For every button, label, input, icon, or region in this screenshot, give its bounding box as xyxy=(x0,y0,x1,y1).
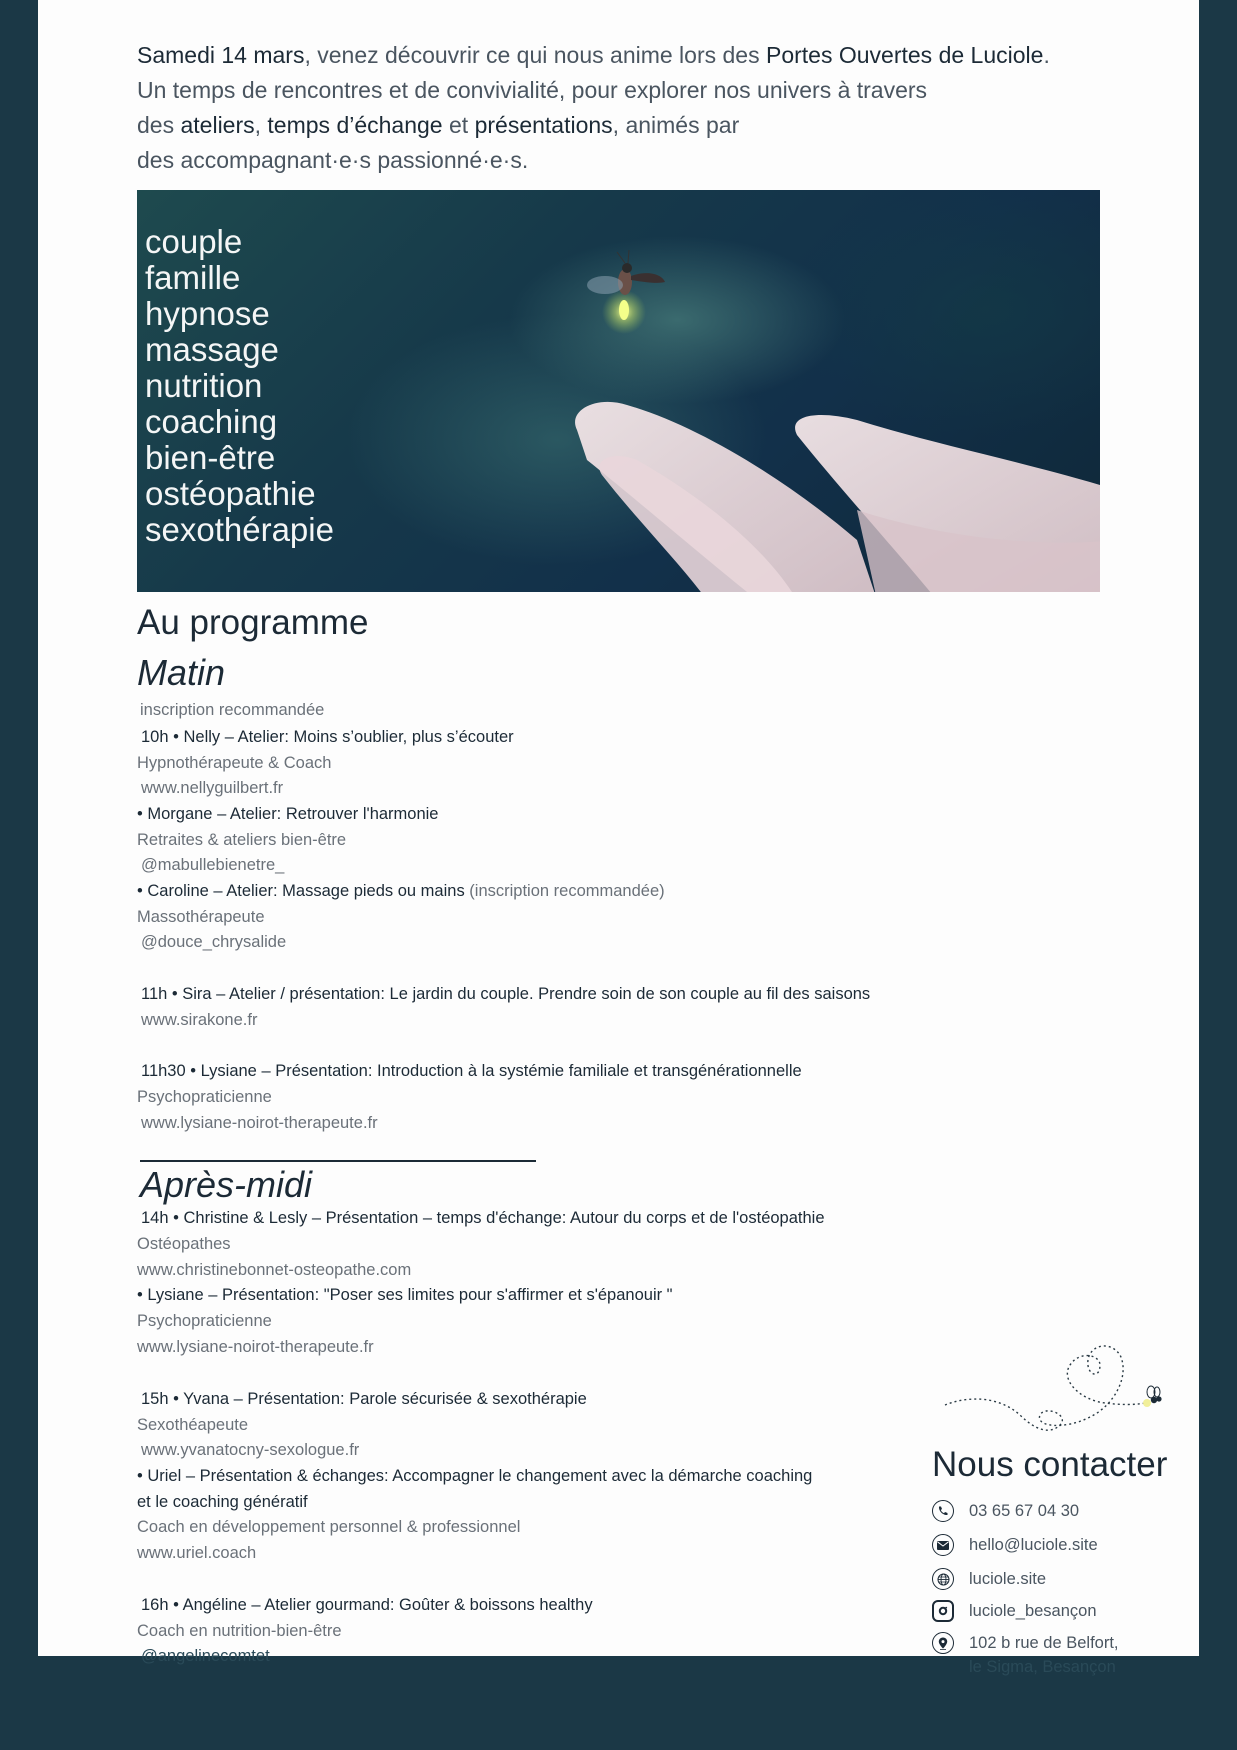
entry-role: Psychopraticienne xyxy=(137,1088,272,1106)
page-content xyxy=(137,0,1237,1750)
intro-line-2: Un temps de rencontres et de convivialité, pour explorer nos univers à travers xyxy=(137,77,928,103)
entry-title: • Lysiane – Présentation: "Poser ses limites pour s'affirmer et s'épanouir " xyxy=(137,1286,673,1304)
globe-icon xyxy=(932,1568,954,1590)
location-pin-icon xyxy=(932,1632,954,1654)
instagram-icon xyxy=(932,1600,954,1622)
event-date: Samedi 14 mars xyxy=(137,42,305,68)
phone-icon xyxy=(932,1500,954,1522)
entry-title: 11h • Sira – Atelier / présentation: Le jardin du couple. Prendre soin de son couple au fil des saisons xyxy=(141,985,871,1003)
service-item: massage xyxy=(145,331,279,368)
contact-instagram-text: luciole_besançon xyxy=(969,1601,1097,1620)
contact-address-text: 102 b rue de Belfort, xyxy=(969,1633,1119,1652)
entry-role: Massothérapeute xyxy=(137,908,265,926)
service-item: bien-être xyxy=(145,439,276,476)
contact-website-text: luciole.site xyxy=(969,1569,1047,1588)
program-title: Au programme xyxy=(137,603,369,642)
entry-role: Coach en développement personnel & professionnel xyxy=(137,1518,521,1536)
intro-text: des xyxy=(137,112,181,138)
entry-role: Hypnothérapeute & Coach xyxy=(137,754,332,772)
contact-phone-text: 03 65 67 04 30 xyxy=(969,1501,1080,1520)
entry-title-text: • Caroline – Atelier: Massage pieds ou mains xyxy=(137,882,465,900)
contact-title: Nous contacter xyxy=(932,1445,1168,1484)
contact-website[interactable] xyxy=(932,1566,1046,1592)
contact-email-text: hello@luciole.site xyxy=(969,1535,1098,1554)
firefly-heart-trail-icon xyxy=(940,1335,1170,1445)
entry-title: 10h • Nelly – Atelier: Moins s’oublier, plus s’écouter xyxy=(141,728,514,746)
intro-text: , xyxy=(254,112,268,138)
contact-address-line-2: le Sigma, Besançon xyxy=(969,1657,1116,1676)
entry-role: Retraites & ateliers bien-être xyxy=(137,831,347,849)
intro-text: . xyxy=(1043,42,1050,68)
intro-paragraph xyxy=(137,38,1137,178)
contact-address[interactable] xyxy=(932,1630,1119,1656)
service-item: couple xyxy=(145,223,243,260)
entry-role: Coach en nutrition-bien-être xyxy=(137,1622,342,1640)
service-item: hypnose xyxy=(145,295,270,332)
intro-text: , venez découvrir ce qui nous anime lors des xyxy=(304,42,766,68)
entry-role: Ostéopathes xyxy=(137,1235,231,1253)
registration-note: (inscription recommandée) xyxy=(464,882,665,900)
keyword-ateliers: ateliers xyxy=(180,112,255,138)
event-name: Portes Ouvertes de Luciole xyxy=(766,42,1044,68)
entry-title: • Morgane – Atelier: Retrouver l'harmonie xyxy=(137,805,439,823)
entry-link[interactable]: @douce_chrysalide xyxy=(141,933,287,951)
entry-role: Sexothéapeute xyxy=(137,1416,249,1434)
services-list xyxy=(145,224,334,548)
intro-text: , animés par xyxy=(612,112,740,138)
entry-title-continued: et le coaching génératif xyxy=(137,1493,308,1511)
firefly-illustration xyxy=(567,230,687,340)
service-item: famille xyxy=(145,259,241,296)
intro-text: et xyxy=(442,112,475,138)
afternoon-title: Après-midi xyxy=(140,1164,313,1205)
entry-link[interactable]: www.nellyguilbert.fr xyxy=(141,779,284,797)
service-item: ostéopathie xyxy=(145,475,316,512)
entry-title: 15h • Yvana – Présentation: Parole sécurisée & sexothérapie xyxy=(141,1390,587,1408)
registration-note: inscription recommandée xyxy=(140,701,325,719)
keyword-presentations: présentations xyxy=(474,112,613,138)
contact-email[interactable] xyxy=(932,1532,1098,1558)
contact-phone[interactable] xyxy=(932,1498,1079,1524)
keyword-temps-echange: temps d’échange xyxy=(267,112,443,138)
entry-link[interactable]: www.uriel.coach xyxy=(137,1544,257,1562)
entry-link[interactable]: @mabullebienetre_ xyxy=(141,856,285,874)
service-item: nutrition xyxy=(145,367,263,404)
section-divider xyxy=(140,1160,536,1162)
entry-link[interactable]: www.christinebonnet-osteopathe.com xyxy=(137,1261,412,1279)
entry-title: 16h • Angéline – Atelier gourmand: Goûter & boissons healthy xyxy=(141,1596,593,1614)
entry-link[interactable]: www.yvanatocny-sexologue.fr xyxy=(141,1441,360,1459)
mail-icon xyxy=(932,1534,954,1556)
entry-title: 14h • Christine & Lesly – Présentation – temps d'échange: Autour du corps et de l'ostéopathie xyxy=(141,1209,825,1227)
entry-title: 11h30 • Lysiane – Présentation: Introduction à la systémie familiale et transgénérationnelle xyxy=(141,1062,802,1080)
entry-title xyxy=(137,879,665,903)
entry-link[interactable]: @angelinecomtet xyxy=(141,1647,270,1665)
entry-title: • Uriel – Présentation & échanges: Accompagner le changement avec la démarche coaching xyxy=(137,1467,813,1485)
entry-role: Psychopraticienne xyxy=(137,1312,272,1330)
service-item: sexothérapie xyxy=(145,511,334,548)
hero-image xyxy=(137,190,1100,592)
intro-line-4: des accompagnant·e·s passionné·e·s. xyxy=(137,147,529,173)
entry-link[interactable]: www.lysiane-noirot-therapeute.fr xyxy=(137,1338,374,1356)
service-item: coaching xyxy=(145,403,278,440)
contact-instagram[interactable] xyxy=(932,1598,1097,1624)
entry-link[interactable]: www.lysiane-noirot-therapeute.fr xyxy=(141,1114,378,1132)
entry-link[interactable]: www.sirakone.fr xyxy=(141,1011,258,1029)
hand-illustration xyxy=(557,390,1100,592)
morning-title: Matin xyxy=(137,652,226,693)
